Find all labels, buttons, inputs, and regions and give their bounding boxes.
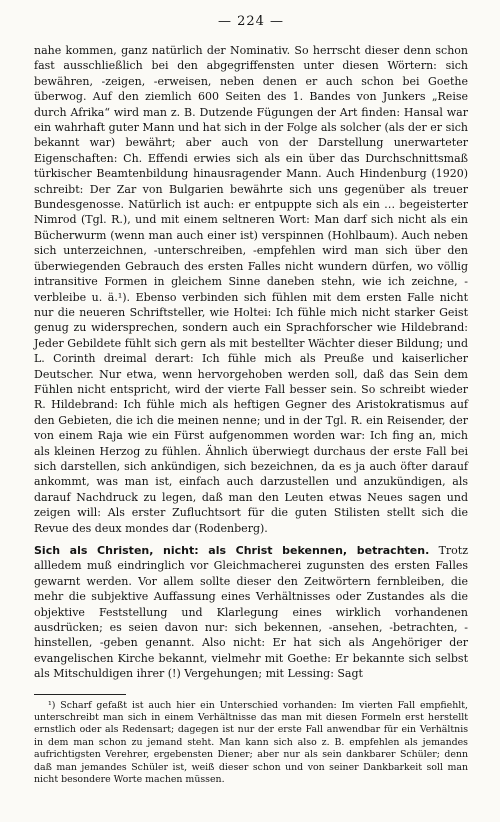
paragraph-section (34, 543, 468, 682)
section-paragraph-text: Trotz allledem muß eindringlich vor Gleichmacherei zugunsten des ersten Falles gewarnt werden. Vor allem sollte dieser den Zeitwörtern fernbleiben, die mehr die subjektive Auffassung eines Verhältnisses oder Zustandes als die objektive Feststellung und Klarlegung eines wirklich vorhandenen ausdrücken; es seien davon nur: sich bekennen, -ansehen, -betrachten, -hinstellen, -geben genannt. Also nicht: Er hat sich als Angehöriger der evangelischen Kirche bekannt, vielmehr mit Goethe: Er bekannte sich selbst als Mitschuldigen ihrer (!) Vergehungen; mit Lessing: Sagt (34, 544, 468, 681)
paragraph-nominative: nahe kommen, ganz natürlich der Nominativ. So herrscht dieser denn schon fast ausschließlich bei den abgegriffensten unter diesen Wörtern: sich bewähren, -zeigen, -erweisen, neben denen er auch schon bei Goethe überwog. Auf den ziemlich 600 Seiten des 1. Bandes von Junkers „Reise durch Afrika“ wird man z. B. Dutzende Fügungen der Art finden: Hansal war ein wahrhaft guter Mann und hat sich in der Folge als solcher (als der er sich bekannt war) bewährt; aber auch von der Darstellung unerwarteter Eigenschaften: Ch. Effendi erwies sich als ein über das Durchschnittsmaß türkischer Beamtenbildung hinausragender Mann. Auch Hindenburg (1920) schreibt: Der Zar von Bulgarien bewährte sich uns gegenüber als treuer Bundesgenosse. Natürlich ist auch: er entpuppte sich als ein … begeisterter Nimrod (Tgl. R.), und mit einem seltneren Wort: Man darf sich nicht als ein Bücherwurm (wenn man auch einer ist) verspinnen (Hohlbaum). Auch neben sich unterzeichnen, -unterschreiben, -empfehlen wird man sich über den überwiegenden Gebrauch des ersten Falles nicht wundern dürfen, wo völlig intransitive Formen in gleichem Sinne daneben stehn, wie ich zeichne, -verbleibe u. ä.¹). Ebenso verbinden sich fühlen mit dem ersten Falle nicht nur die neueren Schriftsteller, wie Holtei: Ich fühle mich nicht starker Geist genug zu widersprechen, sondern auch ein Sprachforscher wie Hildebrand: Jeder Gebildete fühlt sich gern als mit bestellter Wächter dieser Bildung; und L. Corinth dreimal derart: Ich fühle mich als Preuße und kaiserlicher Deutscher. Nur etwa, wenn hervorgehoben werden soll, daß das Sein dem Fühlen nicht entspricht, wird der vierte Fall besser sein. So schreibt wieder R. Hildebrand: Ich fühle mich als heftigen Gegner des Aristokratismus auf den Gebieten, die ich die meinen nenne; und in der Tgl. R. ein Reisender, der von einem Raja wie ein Fürst aufgenommen worden war: Ich fing an, mich als kleinen Herzog zu fühlen. Ähnlich überwiegt durchaus der erste Fall bei sich darstellen, sich ankündigen, sich bezeichnen, da es ja auch öfter darauf ankommt, was man ist, einfach auch darzustellen und anzukündigen, als darauf Nachdruck zu legen, daß man den Leuten etwas Neues sagen und zeigen will: Als erster Zufluchtsort für die guten Stilisten stellt sich die Revue des deux mondes dar (Rodenberg). (34, 44, 468, 535)
page-number: — 224 — (217, 14, 285, 29)
footnote (34, 700, 468, 787)
footnote-text: ¹) Scharf gefaßt ist auch hier ein Unterschied vorhanden: Im vierten Fall empfiehlt, unterschreibt man sich in einem Verhältnisse das man mit diesen Formeln erst herstellt ernstlich oder als Redensart; dagegen ist nur der erste Fall anwendbar für ein Verhältnis in dem man schon zu jemand steht. Man kann sich also z. B. empfehlen als jemandes aufrichtigsten Verehrer, ergebensten Diener; aber nur als sein dankbarer Schüler; denn daß man jemandes Schüler ist, weiß dieser schon und von seiner Dankbarkeit soll man nicht besondere Worte machen müssen. (34, 699, 468, 786)
body-text (34, 43, 468, 682)
footnote-divider (34, 694, 126, 695)
section-heading: Sich als Christen, nicht: als Christ bekennen, betrachten. (34, 544, 430, 557)
